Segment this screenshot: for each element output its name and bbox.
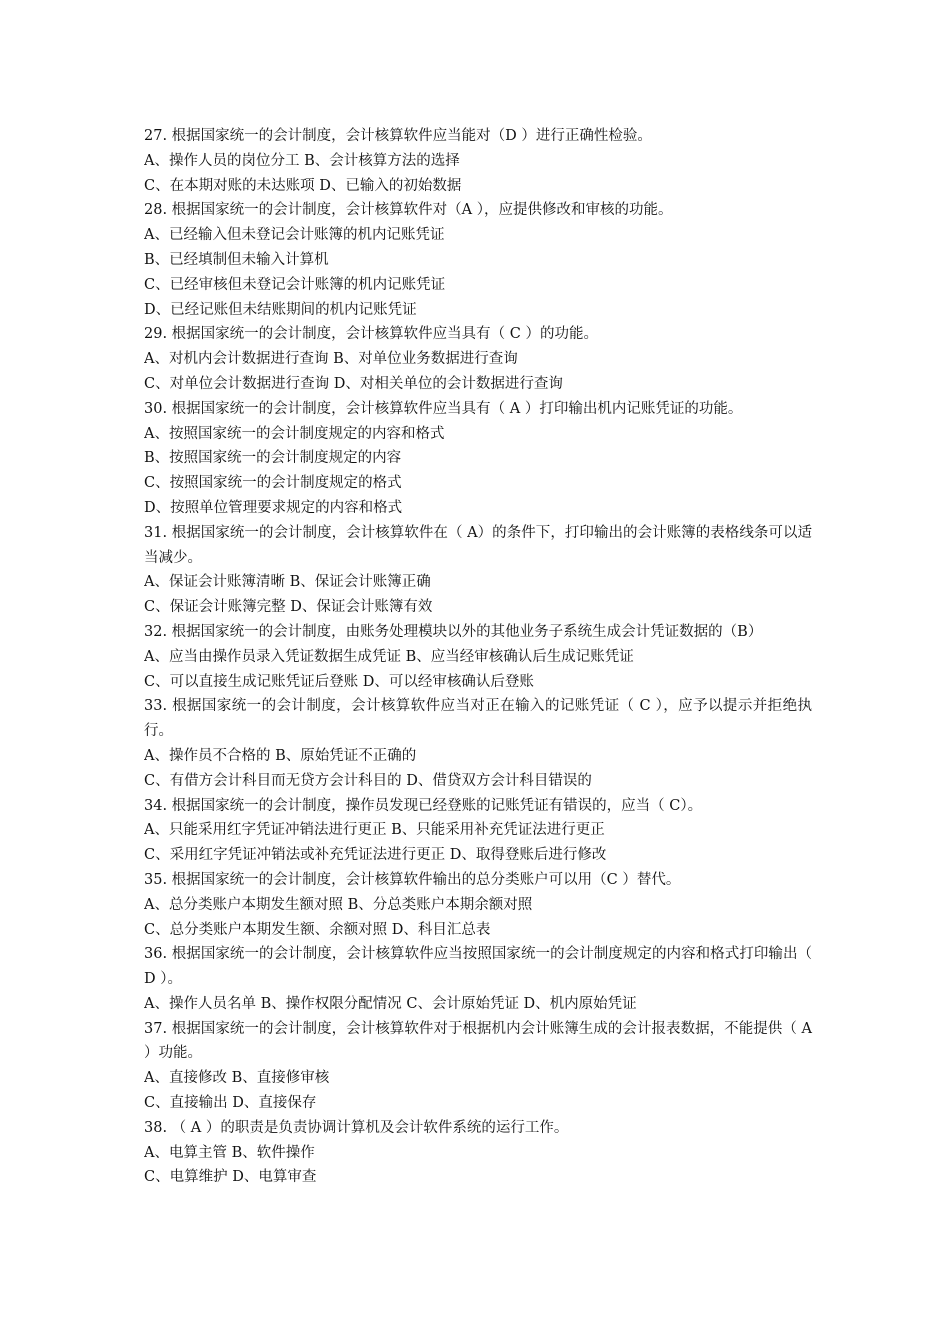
question-32: 32. 根据国家统一的会计制度，由账务处理模块以外的其他业务子系统生成会计凭证数据的（B）	[144, 623, 763, 640]
question-30: 30. 根据国家统一的会计制度，会计核算软件应当具有（ A ）打印输出机内记账凭证的功能。	[144, 400, 743, 417]
option-line: C、直接输出 D、直接保存	[144, 1095, 317, 1112]
question-37: 37. 根据国家统一的会计制度，会计核算软件对于根据机内会计账簿生成的会计报表数据，不能提供（ A ）功能。	[144, 1020, 812, 1062]
option-line: A、操作人员的岗位分工 B、会计核算方法的选择	[144, 152, 460, 169]
option-line: A、只能采用红字凭证冲销法进行更正 B、只能采用补充凭证法进行更正	[144, 822, 605, 839]
option-line: A、总分类账户本期发生额对照 B、分总类账户本期余额对照	[144, 896, 533, 913]
question-35: 35. 根据国家统一的会计制度，会计核算软件输出的总分类账户可以用（C ）替代。	[144, 871, 681, 888]
option-line: C、有借方会计科目而无贷方会计科目的 D、借贷双方会计科目错误的	[144, 772, 592, 789]
option-line: A、按照国家统一的会计制度规定的内容和格式	[144, 425, 445, 442]
option-line: B、按照国家统一的会计制度规定的内容	[144, 450, 402, 467]
question-33: 33. 根据国家统一的会计制度，会计核算软件应当对正在输入的记账凭证（ C ），应予以提示并拒绝执行。	[144, 698, 812, 740]
option-line: A、对机内会计数据进行查询 B、对单位业务数据进行查询	[144, 351, 518, 368]
option-line: D、按照单位管理要求规定的内容和格式	[144, 499, 403, 516]
option-line: A、应当由操作员录入凭证数据生成凭证 B、应当经审核确认后生成记账凭证	[144, 648, 634, 665]
option-line: C、可以直接生成记账凭证后登账 D、可以经审核确认后登账	[144, 673, 534, 690]
option-line: A、直接修改 B、直接修审核	[144, 1070, 330, 1087]
question-34: 34. 根据国家统一的会计制度，操作员发现已经登账的记账凭证有错误的，应当（ C）。	[144, 797, 703, 814]
option-line: C、已经审核但未登记会计账簿的机内记账凭证	[144, 276, 446, 293]
question-38: 38. （ A ）的职责是负责协调计算机及会计软件系统的运行工作。	[144, 1119, 569, 1136]
question-36: 36. 根据国家统一的会计制度，会计核算软件应当按照国家统一的会计制度规定的内容和格式打印输出（ D ）。	[144, 946, 812, 988]
option-line: C、对单位会计数据进行查询 D、对相关单位的会计数据进行查询	[144, 375, 563, 392]
option-line: D、已经记账但未结账期间的机内记账凭证	[144, 301, 417, 318]
option-line: A、操作员不合格的 B、原始凭证不正确的	[144, 747, 417, 764]
option-line: B、已经填制但未输入计算机	[144, 251, 329, 268]
question-31: 31. 根据国家统一的会计制度，会计核算软件在（ A）的条件下，打印输出的会计账簿的表格线条可以适当减少。	[144, 524, 812, 566]
option-line: C、电算维护 D、电算审查	[144, 1169, 317, 1186]
question-29: 29. 根据国家统一的会计制度，会计核算软件应当具有（ C ）的功能。	[144, 326, 598, 343]
question-list	[144, 124, 812, 1190]
option-line: C、总分类账户本期发生额、余额对照 D、科目汇总表	[144, 921, 491, 938]
question-27: 27. 根据国家统一的会计制度，会计核算软件应当能对（D ）进行正确性检验。	[144, 128, 652, 144]
question-28: 28. 根据国家统一的会计制度，会计核算软件对（A ），应提供修改和审核的功能。	[144, 202, 673, 219]
option-line: C、保证会计账簿完整 D、保证会计账簿有效	[144, 599, 433, 616]
option-line: A、已经输入但未登记会计账簿的机内记账凭证	[144, 227, 445, 244]
option-line: A、操作人员名单 B、操作权限分配情况 C、会计原始凭证 D、机内原始凭证	[144, 995, 637, 1012]
option-line: C、采用红字凭证冲销法或补充凭证法进行更正 D、取得登账后进行修改	[144, 847, 607, 864]
option-line: A、保证会计账簿清晰 B、保证会计账簿正确	[144, 574, 431, 591]
option-line: C、按照国家统一的会计制度规定的格式	[144, 475, 402, 492]
option-line: C、在本期对账的未达账项 D、已输入的初始数据	[144, 177, 462, 194]
option-line: A、电算主管 B、软件操作	[144, 1144, 315, 1161]
